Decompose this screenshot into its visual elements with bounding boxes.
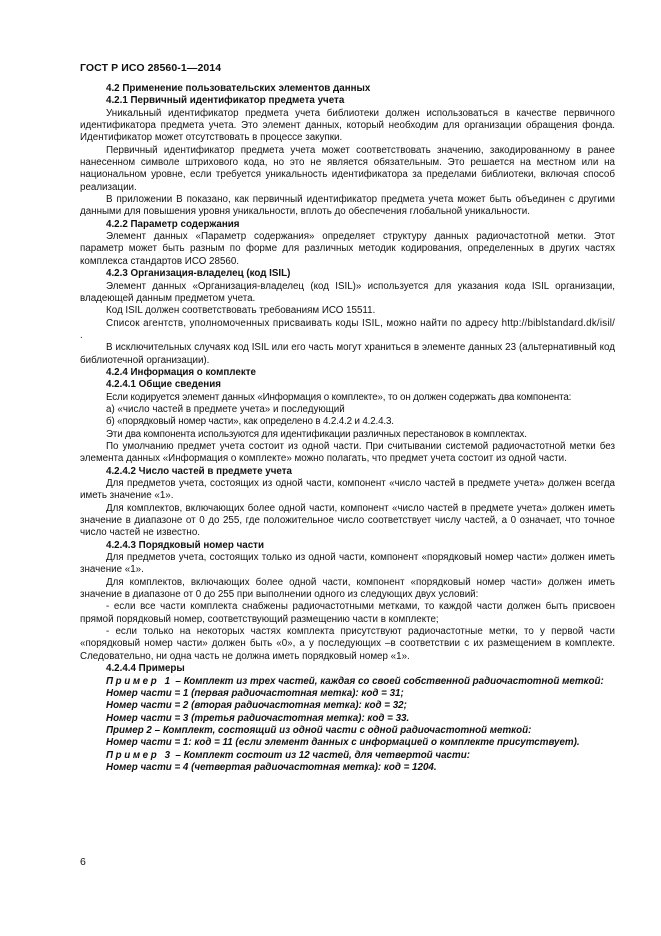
example-1-text: – Комплект из трех частей, каждая со своей собственной радиочастотной меткой: [172,675,604,687]
example-1-label: Пример 1 [106,675,173,687]
example-2: Пример 2 – Комплект, состоящий из одной части с одной радиочастотной меткой: [106,724,532,736]
paragraph: В исключительных случаях код ISIL или его часть могут храниться в элементе данных 23 (альтернативный код библиотечной организации). [80,342,615,366]
example-line: Номер части = 1: код = 11 (если элемент данных с информацией о комплекте присутствует). [106,737,580,749]
document-header: ГОСТ Р ИСО 28560-1—2014 [80,62,222,74]
paragraph: Эти два компонента используются для идентификации различных перестановок в комплектах. [106,428,527,440]
paragraph: Если кодируется элемент данных «Информация о комплекте», то он должен содержать два компонента: [106,391,572,403]
paragraph: Элемент данных «Организация-владелец (код ISIL)» используется для указания кода ISIL организации, владеющей данным предметом учета. [80,280,615,304]
document-body [80,83,615,774]
example-line: Номер части = 3 (третья радиочастотная метка): код = 33. [106,712,410,724]
list-item: б) «порядковый номер части», как определено в 4.2.4.2 и 4.2.4.3. [106,416,394,428]
example-3-text: – Комплект состоит из 12 частей, для четвертой части: [172,749,470,761]
example-3-label: Пример 3 [106,749,173,761]
example-line: Номер части = 4 (четвертая радиочастотная метка): код = 1204. [106,761,437,773]
list-item: а) «число частей в предмете учета» и последующий [106,403,345,415]
paragraph: Первичный идентификатор предмета учета может соответствовать значению, закодированному в ранее нанесенном символе штрихового кода, но это не является обязательным. Это решается на местном или на национальном уровне, если требуется уникальность идентификатора за пределами библиотеки, включая способ реализации. [80,144,615,193]
paragraph: Элемент данных «Параметр содержания» определяет структуру данных радиочастотной метки. Этот параметр может быть разным по форме для различных методик кодирования, определенных в других частях комплекса стандартов ИСО 28560. [80,231,615,267]
section-heading-4-2-3: 4.2.3 Организация-владелец (код ISIL) [106,268,291,280]
page-number: 6 [80,856,86,868]
paragraph: Код ISIL должен соответствовать требованиям ИСО 15511. [106,305,376,317]
section-heading-4-2-4-3: 4.2.4.3 Порядковый номер части [106,539,264,551]
section-heading-4-2-1: 4.2.1 Первичный идентификатор предмета учета [106,95,345,107]
paragraph: Для предметов учета, состоящих из одной части, компонент «число частей в предмете учета» должен всегда иметь значение «1». [80,478,615,502]
section-heading-4-2-4-2: 4.2.4.2 Число частей в предмете учета [106,465,292,477]
paragraph: В приложении В показано, как первичный идентификатор предмета учета может быть объединен с другими данными для повышения уровня уникальности, вплоть до обеспечения глобальной уникальности. [80,194,615,218]
paragraph: Для комплектов, включающих более одной части, компонент «порядковый номер части» должен иметь значение в диапазоне от 0 до 255 при выполнении одного из следующих двух условий: [80,576,615,601]
paragraph: По умолчанию предмет учета состоит из одной части. При считывании системой радиочастотной метки без элемента данных «Информация о комплекте» можно полагать, что предмет учета состоит из одной части. [80,440,615,465]
paragraph: Для предметов учета, состоящих только из одной части, компонент «порядковый номер части» должен иметь значение «1». [80,552,615,576]
section-heading-4-2-4-1: 4.2.4.1 Общие сведения [106,379,221,391]
list-item: - если все части комплекта снабжены радиочастотными метками, то каждой части должен быть присвоен прямой порядковый номер, соответствующий размещению части в комплекте; [80,601,615,625]
section-heading-4-2: 4.2 Применение пользовательских элементов данных [106,83,371,94]
section-heading-4-2-4: 4.2.4 Информация о комплекте [106,366,256,378]
example-1 [80,676,615,688]
section-heading-4-2-2: 4.2.2 Параметр содержания [106,218,240,230]
example-line: Номер части = 1 (первая радиочастотная метка): код = 31; [106,687,404,699]
list-item: - если только на некоторых частях комплекта присутствуют радиочастотные метки, то у первой части «порядковый номер части» должен быть «0», а у последующих –в соответствии с их размещением в комплекте. Следовательно, ни одна часть не должна иметь порядковый номер «1». [80,626,615,662]
paragraph-isil-url: Список агентств, уполномоченных присваивать коды ISIL, можно найти по адресу http://biblstandard.dk/isil/ . [80,317,615,341]
example-line: Номер части = 2 (вторая радиочастотная метка): код = 32; [106,700,407,712]
paragraph: Уникальный идентификатор предмета учета библиотеки должен использоваться в качестве первичного идентификатора предмета учета. Это элемент данных, который необходим для организации обращения фонда. Идентификатор может отсутствовать в процессе закупки. [80,107,615,144]
example-3 [80,750,615,762]
section-heading-4-2-4-4: 4.2.4.4 Примеры [106,663,185,675]
paragraph: Для комплектов, включающих более одной части, компонент «число частей в предмете учета» должен иметь значение в диапазоне от 0 до 255, где положительное число соответствует числу частей, а 0 означает, что точное число частей не известно. [80,502,615,539]
